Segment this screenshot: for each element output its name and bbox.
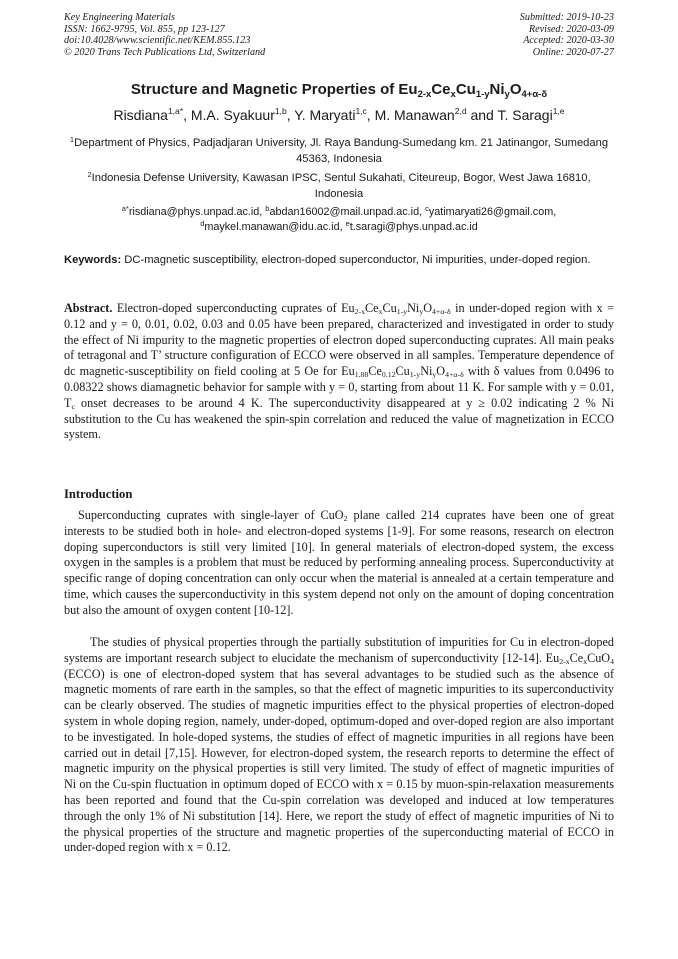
paper-title: Structure and Magnetic Properties of $Eu_{2-x}Ce_xCu_{1-y}Ni_yO_{4+\alpha-\delta}$	[130, 81, 548, 100]
affiliation-2: $^2$Indonesia Defense University, Kawasan IPSC, Sentul Sukahati, Citeureup, Bogor, West Jawa 16810, Indonesia	[87, 170, 591, 200]
doi-line[interactable]: doi:10.4028/www.scientific.net/KEM.855.123	[64, 35, 251, 47]
author-name: Risdiana	[113, 107, 168, 123]
author-list: Risdiana$^{1,a*}$, M.A. Syakuur$^{1,b}$, Y. Maryati$^{1,c}$, M. Manawan$^{2,d}$ and T. Saragi$^{1,e}$	[113, 106, 565, 123]
intro-paragraph-2: The studies of physical properties through the partially substitution of impurities for Cu in electron-doped systems are important research subject to elucidate the mechanism of superconductivity [12-14]. $Eu_{2-x}Ce_xCuO_4$ (ECCO) is one of electron-doped system that has several advantages to be studied such as the absence of magnetic moments of rare earth in the samples, so that the effect of magnetic impurities to its superconductivity can be clearly observed. The studies of magnetic impurities effect to the physical properties of electron-doped system in whole doping region, namely, under-doped, optimum-doped and over-doped region are also important to be investigated. In hole-doped systems, the studies of effect of magnetic impurities in all regions have been carried out in detail [7,15]. However, for electron-doped system, the research reports to determine the effect of magnetic impurity on the physical properties is still very limited. The study of effect of magnetic impurities of Ni on the Cu-spin fluctuation in optimum doped of ECCO with x = 0.15 by muon-spin-relaxation measurements has been reported and found that the Cu-spin correlation was developed and induced at low temperatures through the only 1% of Ni substitution [14]. Here, we report the study of effect of magnetic impurities of Ni to the physical properties of the structure and magnetic properties of the superconducting material of ECCO in under-doped region with x = 0.12.	[64, 635, 614, 855]
journal-name: Key Engineering Materials	[64, 12, 175, 23]
copyright-line: © 2020 Trans Tech Publications Ltd, Switzerland	[64, 46, 266, 58]
email-link[interactable]: risdiana@phys.unpad.ac.id,	[128, 206, 266, 218]
author-name: Y. Maryati	[294, 107, 356, 123]
journal-header-left	[64, 12, 265, 58]
email-link[interactable]: maykel.manawan@idu.ac.id,	[204, 220, 346, 233]
intro-paragraph-1: Superconducting cuprates with single-layer of CuO$_2$ plane called 214 cuprates have been one of great interests to be studied both in hole- and electron-doped systems [1-9]. For some reasons, research on electron doping superconductors is still very limited [10]. In general materials of electron-doped system, the excess oxygen in the samples is a problem that must be reduced by performing annealing process. Superconductivity at specific range of doping concentration can only occur when the material is annealed at a certain temperature and time, which causes the superconductivity in this system depend not only on the amount of doping concentration but also the amount of oxygen content [10-12].	[64, 508, 614, 617]
accepted-date: Accepted: 2020-03-30	[523, 35, 614, 47]
author-name: M. Manawan	[374, 107, 455, 123]
author-emails: $^{a*}$risdiana@phys.unpad.ac.id, $^b$abdan16002@mail.unpad.ac.id, $^c$yatimaryati26@gmail.com, $^d$maykel.manawan@idu.ac.id, $^e$t.saragi@phys.unpad.ac.id	[121, 204, 557, 233]
abstract: Abstract. Electron-doped superconducting cuprates of $Eu_{2-x}Ce_xCu_{1-y}Ni_yO_{4+\alpha-\delta}$ in under-doped region with x = 0.12 and y = 0, 0.01, 0.02, 0.03 and 0.05 have been prepared, characterized and investigated in order to study the effect of Ni impurity to the magnetic properties of electron doped superconducting cuprates. All main peaks of tetragonal and T’ structure configuration of ECCO were observed in all samples. Temperature dependence of dc magnetic-susceptibility on field cooling at 5 Oe for $Eu_{1.88}Ce_{0.12}Cu_{1-y}Ni_yO_{4+\alpha-\delta}$ with δ values from 0.0496 to 0.08322 shows diamagnetic behavior for sample with y = 0, starting from about 11 K. For sample with y = 0.01, $T_c$ onset decreases to be around 4 K. The superconductivity disappeared at y ≥ 0.02 indicating 2 % Ni substitution to the Cu has weakened the spin-spin correlation and reduced the value of magnetization in ECCO system.	[64, 301, 615, 442]
email-link[interactable]: t.saragi@phys.unpad.ac.id	[349, 220, 478, 233]
abstract-label: Abstract.	[64, 301, 113, 315]
keywords-label: Keywords:	[64, 254, 122, 266]
affiliation-1: $^1$Department of Physics, Padjadjaran University, Jl. Raya Bandung-Sumedang km. 21 Jatinangor, Sumedang 45363, Indonesia	[69, 135, 609, 165]
online-date: Online: 2020-07-27	[532, 46, 614, 58]
author-name: T. Saragi	[497, 107, 553, 123]
journal-header-right	[520, 12, 614, 58]
email-link[interactable]: abdan16002@mail.unpad.ac.id,	[269, 206, 426, 218]
submitted-date: Submitted: 2019-10-23	[519, 12, 614, 23]
issn-line: ISSN: 1662-9795, Vol. 855, pp 123-127	[64, 23, 225, 35]
keywords: Keywords: DC-magnetic susceptibility, electron-doped superconductor, Ni impurities, under-doped region.	[64, 254, 591, 266]
introduction-heading: Introduction	[64, 487, 133, 501]
revised-date: Revised: 2020-03-09	[528, 23, 614, 35]
author-name: M.A. Syakuur	[190, 107, 275, 123]
email-link[interactable]: yatimaryati26@gmail.com,	[428, 206, 557, 218]
